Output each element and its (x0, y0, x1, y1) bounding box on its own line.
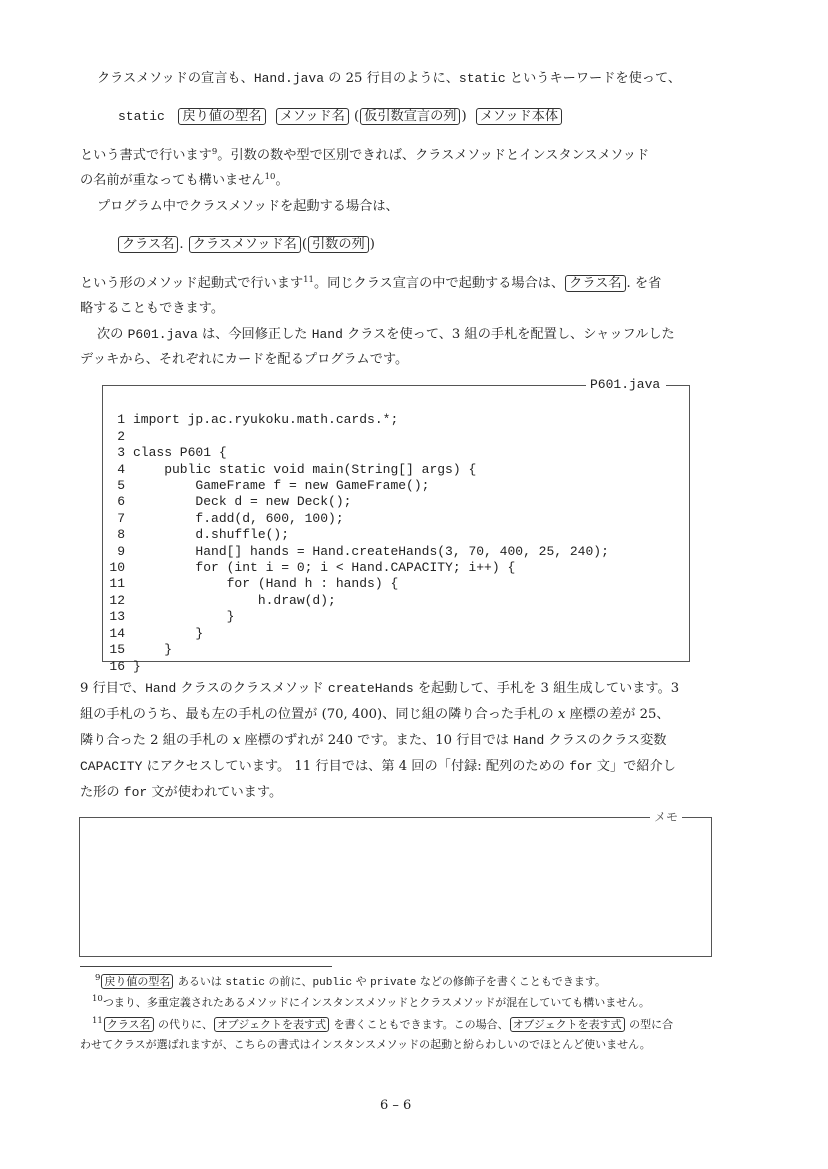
code-hand: Hand (145, 681, 177, 696)
placeholder-argument-list: 引数の列 (308, 236, 369, 253)
code-line (103, 445, 609, 461)
text: クラスメソッドの宣言も、 (97, 71, 254, 86)
code-line (103, 544, 609, 560)
text: 文」で紹介し (592, 759, 676, 774)
close-paren: ) (369, 237, 375, 252)
syntax-class-method-declaration (118, 108, 563, 126)
code-text: f.add(d, 600, 100); (133, 510, 344, 526)
code-text: } (133, 642, 173, 658)
footnote-11-line2: わせてクラスが選ばれますが、こちらの書式はインスタンスメソッドの起動と紛らわしいのでほとんど使いません。 (80, 1038, 651, 1051)
text: 座標のずれが 240 です。また、10 行目では (240, 733, 514, 748)
code-static: static (458, 71, 506, 86)
text: クラスを使って、3 組の手札を配置し、シャッフルした (342, 327, 675, 342)
line-number: 9 (117, 543, 125, 559)
line-number: 11 (109, 576, 125, 592)
frame-edge (666, 385, 688, 386)
footnote-mark: 9 (95, 973, 101, 983)
paragraph-format-line2 (80, 172, 289, 190)
footnote-ref-11[interactable]: 11 (303, 275, 314, 285)
code-text: for (Hand h : hands) { (133, 576, 399, 592)
syntax-class-method-invocation (117, 236, 375, 254)
code-static: static (225, 977, 266, 989)
text: という書式で行います (80, 148, 212, 163)
code-text: Deck d = new Deck(); (133, 494, 352, 510)
paragraph-invocation-intro: プログラム中でクラスメソッドを起動する場合は、 (97, 199, 399, 214)
footnote-9 (95, 974, 606, 991)
line-number: 13 (109, 609, 125, 625)
text: という形のメソッド起動式で行います (80, 276, 304, 291)
open-paren: ( (301, 237, 307, 252)
text: クラスのクラスメソッド (176, 681, 328, 696)
line-number: 3 (117, 445, 125, 461)
code-private: private (370, 977, 417, 989)
code-text: class P601 { (133, 445, 227, 461)
code-line (103, 576, 609, 592)
text: 次の (97, 327, 128, 342)
line-number: 10 (109, 560, 125, 576)
code-line (103, 478, 609, 494)
code-line (103, 527, 609, 543)
math-var-x: x (232, 733, 241, 748)
code-text: h.draw(d); (133, 592, 336, 608)
keyword-static: static (118, 109, 165, 124)
placeholder-method-body: メソッド本体 (476, 108, 562, 125)
code-text: } (133, 658, 141, 674)
code-for: for (123, 785, 148, 800)
paragraph-program-intro-line1 (97, 326, 675, 344)
open-paren: ( (354, 109, 360, 124)
placeholder-object-expression: オブジェクトを表す式 (510, 1017, 625, 1032)
text: というキーワードを使って、 (505, 71, 682, 86)
paragraph-invocation-line2: 略することもできます。 (80, 301, 225, 316)
paragraph-program-intro-line2: デッキから、それぞれにカードを配るプログラムです。 (80, 352, 409, 367)
code-line (103, 412, 609, 428)
text: た形の (80, 785, 124, 800)
footnote-rule (80, 966, 332, 967)
placeholder-class-name: クラス名 (565, 275, 625, 292)
line-number: 12 (109, 592, 125, 608)
code-text: import jp.ac.ryukoku.math.cards.*; (133, 412, 399, 428)
code-line (103, 462, 609, 478)
footnote-ref-10[interactable]: 10 (264, 172, 276, 182)
text: 。同じクラス宣言の中で起動する場合は、 (313, 276, 565, 291)
text: 。 (275, 173, 289, 188)
line-number: 4 (117, 461, 125, 477)
code-line (103, 494, 609, 510)
text: 9 行目で、 (80, 681, 146, 696)
text: つまり、多重定義されたあるメソッドにインスタンスメソッドとクラスメソッドが混在していても構いません。 (102, 996, 650, 1009)
paragraph-invocation-line1 (80, 275, 661, 293)
text: の代りに、 (154, 1018, 213, 1031)
text: あるいは (174, 975, 226, 988)
code-text: } (133, 609, 235, 625)
code-hand: Hand (513, 733, 545, 748)
close-paren: ) (461, 109, 467, 124)
footnote-mark: 11 (92, 1016, 103, 1026)
memo-title: メモ (650, 810, 682, 824)
line-number: 14 (109, 625, 125, 641)
code-line (103, 560, 609, 576)
placeholder-class-method-name: クラスメソッド名 (189, 236, 301, 253)
text: の型に合 (625, 1018, 674, 1031)
code-p601-java: P601.java (127, 327, 198, 342)
paragraph-explanation-line5 (80, 784, 282, 802)
footnote-11 (92, 1017, 673, 1033)
code-line (103, 511, 609, 527)
line-number: 15 (109, 642, 125, 658)
text: は、今回修正した (197, 327, 312, 342)
code-for: for (569, 759, 593, 774)
text: を起動して、手札を 3 組生成しています。3 (413, 681, 680, 696)
placeholder-method-name: メソッド名 (276, 108, 349, 125)
line-number: 16 (109, 658, 125, 674)
line-number: 2 (117, 428, 125, 444)
memo-box[interactable] (79, 817, 712, 957)
dot: . (179, 237, 184, 252)
footnote-ref-9[interactable]: 9 (211, 147, 218, 157)
text: を書くこともできます。この場合、 (330, 1018, 509, 1031)
footnote-10 (92, 995, 650, 1011)
line-number: 7 (117, 510, 125, 526)
code-public: public (312, 977, 353, 989)
text: や (352, 975, 371, 988)
paragraph-explanation-line2 (80, 706, 670, 724)
code-capacity: CAPACITY (80, 759, 143, 774)
line-number: 6 (117, 494, 125, 510)
text: 。引数の数や型で区別できれば、クラスメソッドとインスタンスメソッド (217, 148, 650, 163)
code-createhands: createHands (327, 681, 414, 696)
text: 座標の差が 25、 (565, 707, 670, 722)
paragraph-class-method-declaration (97, 70, 681, 88)
code-text: for (int i = 0; i < Hand.CAPACITY; i++) { (133, 560, 516, 576)
paragraph-explanation-line3 (80, 732, 666, 750)
text: . を省 (626, 276, 662, 291)
code-line (103, 626, 609, 642)
placeholder-object-expression: オブジェクトを表す式 (214, 1017, 329, 1032)
code-line (103, 593, 609, 609)
placeholder-class-name: クラス名 (118, 236, 178, 253)
code-line (103, 642, 609, 658)
placeholder-class-name: クラス名 (104, 1017, 154, 1032)
code-text: } (133, 625, 204, 641)
text: 組の手札のうち、最も左の手札の位置が (70, 400)、同じ組の隣り合った手札の (80, 707, 558, 722)
paragraph-format-line1 (80, 147, 649, 165)
code-line (103, 659, 609, 675)
page-number: 6 – 6 (380, 1098, 412, 1113)
code-hand-java: Hand.java (253, 71, 325, 86)
line-number: 8 (117, 527, 125, 543)
math-var-x: x (557, 707, 566, 722)
line-number: 1 (117, 412, 125, 428)
code-line (103, 609, 609, 625)
text: クラスのクラス変数 (544, 733, 667, 748)
text: にアクセスしています。 11 行目では、第 4 回の「付録: 配列のための (142, 759, 570, 774)
text: などの修飾子を書くこともできます。 (416, 975, 606, 988)
code-text: Hand[] hands = Hand.createHands(3, 70, 400, 25, 240); (133, 543, 609, 559)
footnote-mark: 10 (92, 994, 103, 1004)
placeholder-return-type: 戻り値の型名 (178, 108, 265, 125)
placeholder-parameter-list: 仮引数宣言の列 (360, 108, 460, 125)
text: の 25 行目のように、 (324, 71, 459, 86)
text: 文が使われています。 (147, 785, 283, 800)
code-listing-title: P601.java (586, 378, 664, 392)
code-text: public static void main(String[] args) { (133, 461, 477, 477)
text: の前に、 (265, 975, 313, 988)
text: の名前が重なっても構いません (80, 173, 265, 188)
text: 隣り合った 2 組の手札の (80, 733, 233, 748)
code-text: GameFrame f = new GameFrame(); (133, 478, 430, 494)
code-listing (103, 396, 609, 691)
line-number: 5 (117, 478, 125, 494)
code-line (103, 429, 609, 445)
paragraph-explanation-line4 (80, 758, 676, 776)
code-hand: Hand (311, 327, 343, 342)
code-text: d.shuffle(); (133, 527, 290, 543)
placeholder-return-type: 戻り値の型名 (101, 974, 173, 989)
paragraph-explanation-line1 (80, 680, 679, 698)
